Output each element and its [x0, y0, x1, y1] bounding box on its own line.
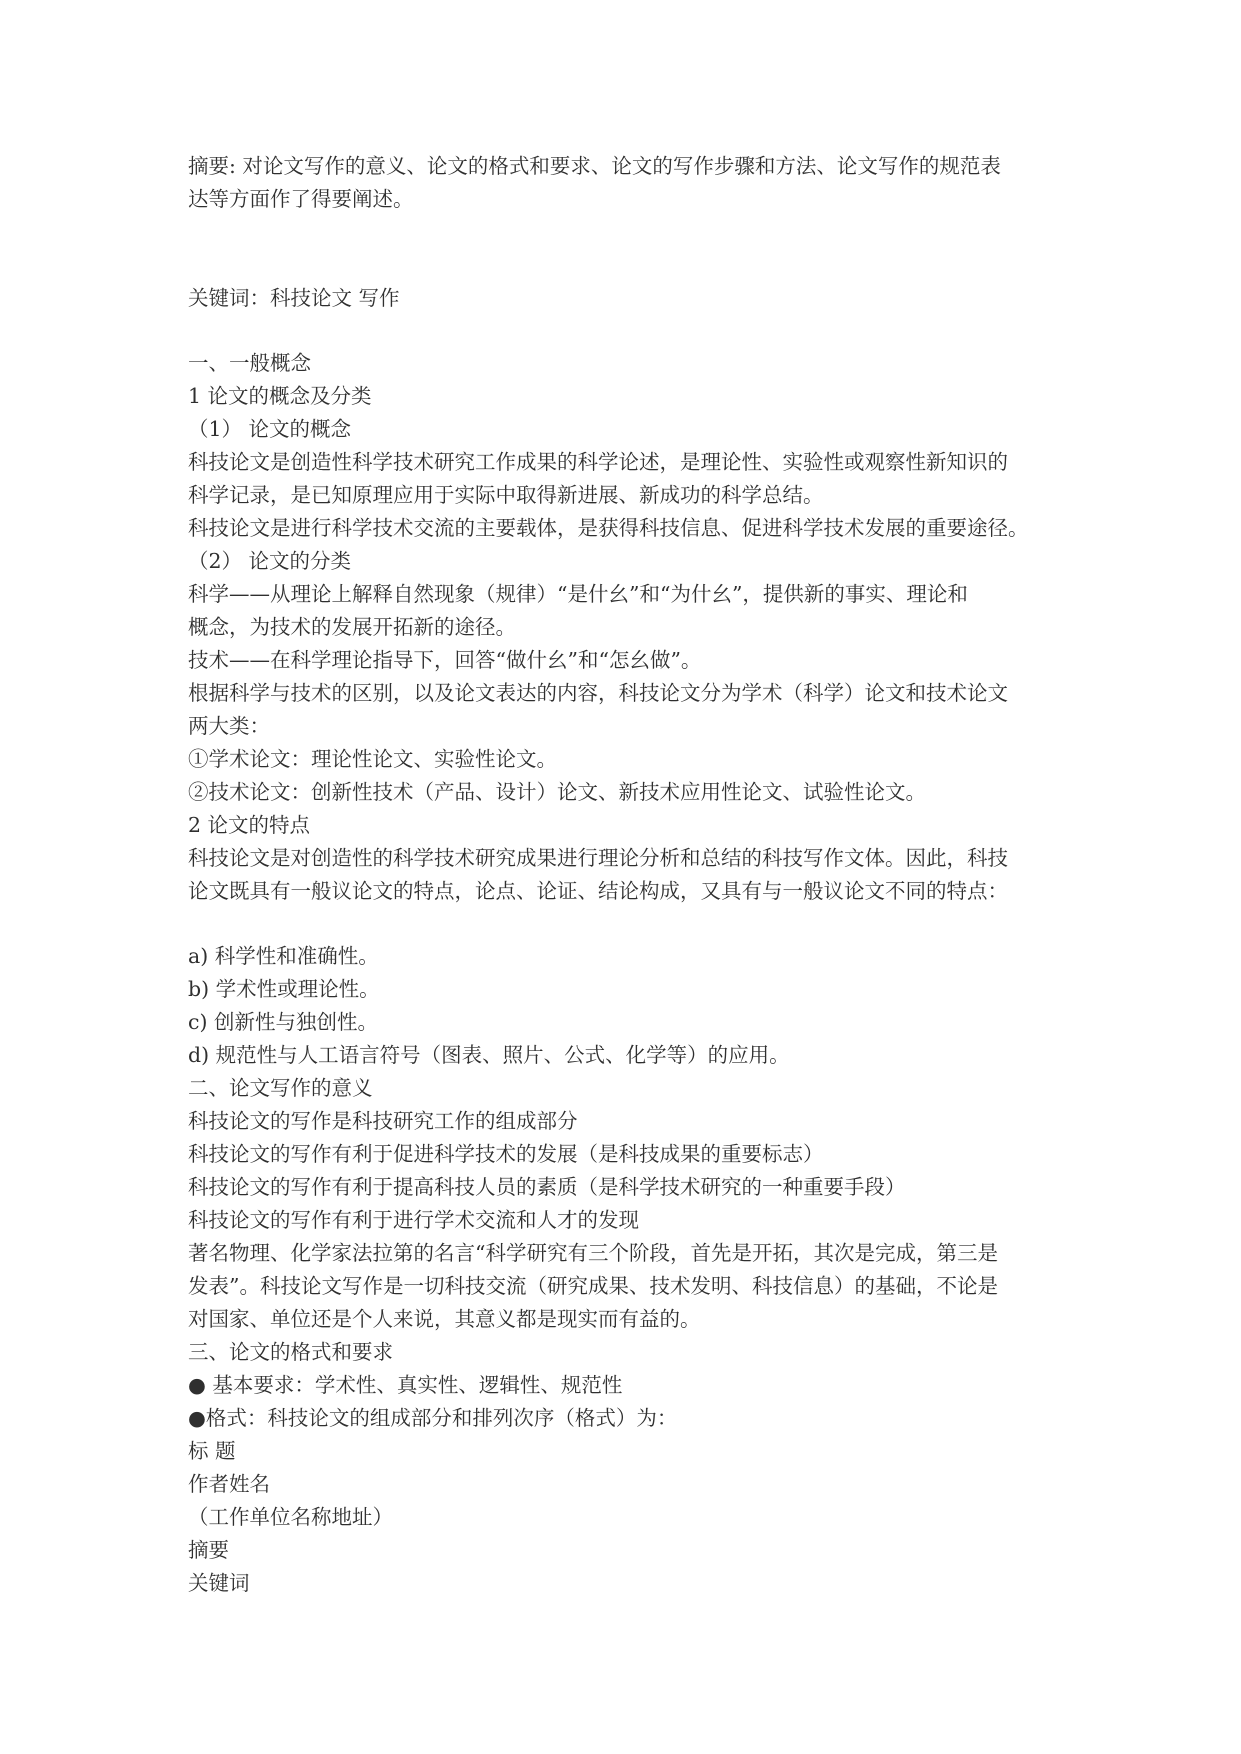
spacer [188, 315, 1054, 347]
paragraph-line: 科学——从理论上解释自然现象（规律）“是什幺”和“为什幺”，提供新的事实、理论和 [188, 582, 968, 606]
paragraph-line: 科技论文的写作有利于促进科学技术的发展（是科技成果的重要标志） [188, 1142, 824, 1166]
paragraph-line: 概念，为技术的发展开拓新的途径。 [188, 615, 516, 639]
list-item: ①学术论文：理论性论文、实验性论文。 [188, 747, 557, 771]
document-body [188, 150, 1054, 1600]
subsection-2-heading: 2 论文的特点 [188, 813, 311, 837]
section-2-heading: 二、论文写作的意义 [188, 1076, 373, 1100]
keywords: 关键词：科技论文 写作 [188, 286, 400, 310]
paragraph-line: 科技论文是创造性科学技术研究工作成果的科学论述，是理论性、实验性或观察性新知识的 [188, 450, 1008, 474]
paragraph-line: 论文既具有一般议论文的特点，论点、论证、结论构成，又具有与一般议论文不同的特点： [188, 879, 1008, 903]
format-item: （工作单位名称地址） [188, 1505, 393, 1529]
paragraph-line: 根据科学与技术的区别，以及论文表达的内容，科技论文分为学术（科学）论文和技术论文 [188, 681, 1008, 705]
format-item: 关键词 [188, 1571, 250, 1595]
format-item: 标 题 [188, 1439, 236, 1463]
quote-line: 发表”。科技论文写作是一切科技交流（研究成果、技术发明、科技信息）的基础，不论是 [188, 1274, 998, 1298]
list-item: d) 规范性与人工语言符号（图表、照片、公式、化学等）的应用。 [188, 1043, 790, 1067]
section-3-heading: 三、论文的格式和要求 [188, 1340, 393, 1364]
spacer [188, 908, 1054, 940]
bullet-item: ● 基本要求：学术性、真实性、逻辑性、规范性 [188, 1373, 623, 1397]
format-item: 摘要 [188, 1538, 229, 1562]
quote-line: 著名物理、化学家法拉第的名言“科学研究有三个阶段，首先是开拓，其次是完成，第三是 [188, 1241, 998, 1265]
paragraph-line: 两大类： [188, 714, 270, 738]
list-item: c) 创新性与独创性。 [188, 1010, 378, 1034]
paragraph-line: 科技论文是进行科学技术交流的主要载体，是获得科技信息、促进科学技术发展的重要途径。 [188, 516, 1029, 540]
subsection-1a-heading: （1） 论文的概念 [188, 417, 352, 441]
bullet-item: ●格式：科技论文的组成部分和排列次序（格式）为： [188, 1406, 678, 1430]
paragraph-line: 科技论文的写作有利于提高科技人员的素质（是科学技术研究的一种重要手段） [188, 1175, 906, 1199]
abstract-line-2: 达等方面作了得要阐述。 [188, 187, 414, 211]
section-1-heading: 一、一般概念 [188, 351, 311, 375]
paragraph-line: 技术——在科学理论指导下，回答“做什幺”和“怎幺做”。 [188, 648, 702, 672]
paragraph-line: 科技论文是对创造性的科学技术研究成果进行理论分析和总结的科技写作文体。因此，科技 [188, 846, 1008, 870]
paragraph-line: 科技论文的写作有利于进行学术交流和人才的发现 [188, 1208, 639, 1232]
quote-line: 对国家、单位还是个人来说，其意义都是现实而有益的。 [188, 1307, 701, 1331]
format-item: 作者姓名 [188, 1472, 270, 1496]
subsection-1-heading: 1 论文的概念及分类 [188, 384, 372, 408]
list-item: a) 科学性和准确性。 [188, 944, 379, 968]
subsection-1b-heading: （2） 论文的分类 [188, 549, 352, 573]
list-item: ②技术论文：创新性技术（产品、设计）论文、新技术应用性论文、试验性论文。 [188, 780, 926, 804]
paragraph-line: 科学记录，是已知原理应用于实际中取得新进展、新成功的科学总结。 [188, 483, 824, 507]
spacer [188, 216, 1054, 282]
list-item: b) 学术性或理论性。 [188, 977, 380, 1001]
paragraph-line: 科技论文的写作是科技研究工作的组成部分 [188, 1109, 578, 1133]
abstract-line-1: 摘要: 对论文写作的意义、论文的格式和要求、论文的写作步骤和方法、论文写作的规范表 [188, 154, 1001, 178]
